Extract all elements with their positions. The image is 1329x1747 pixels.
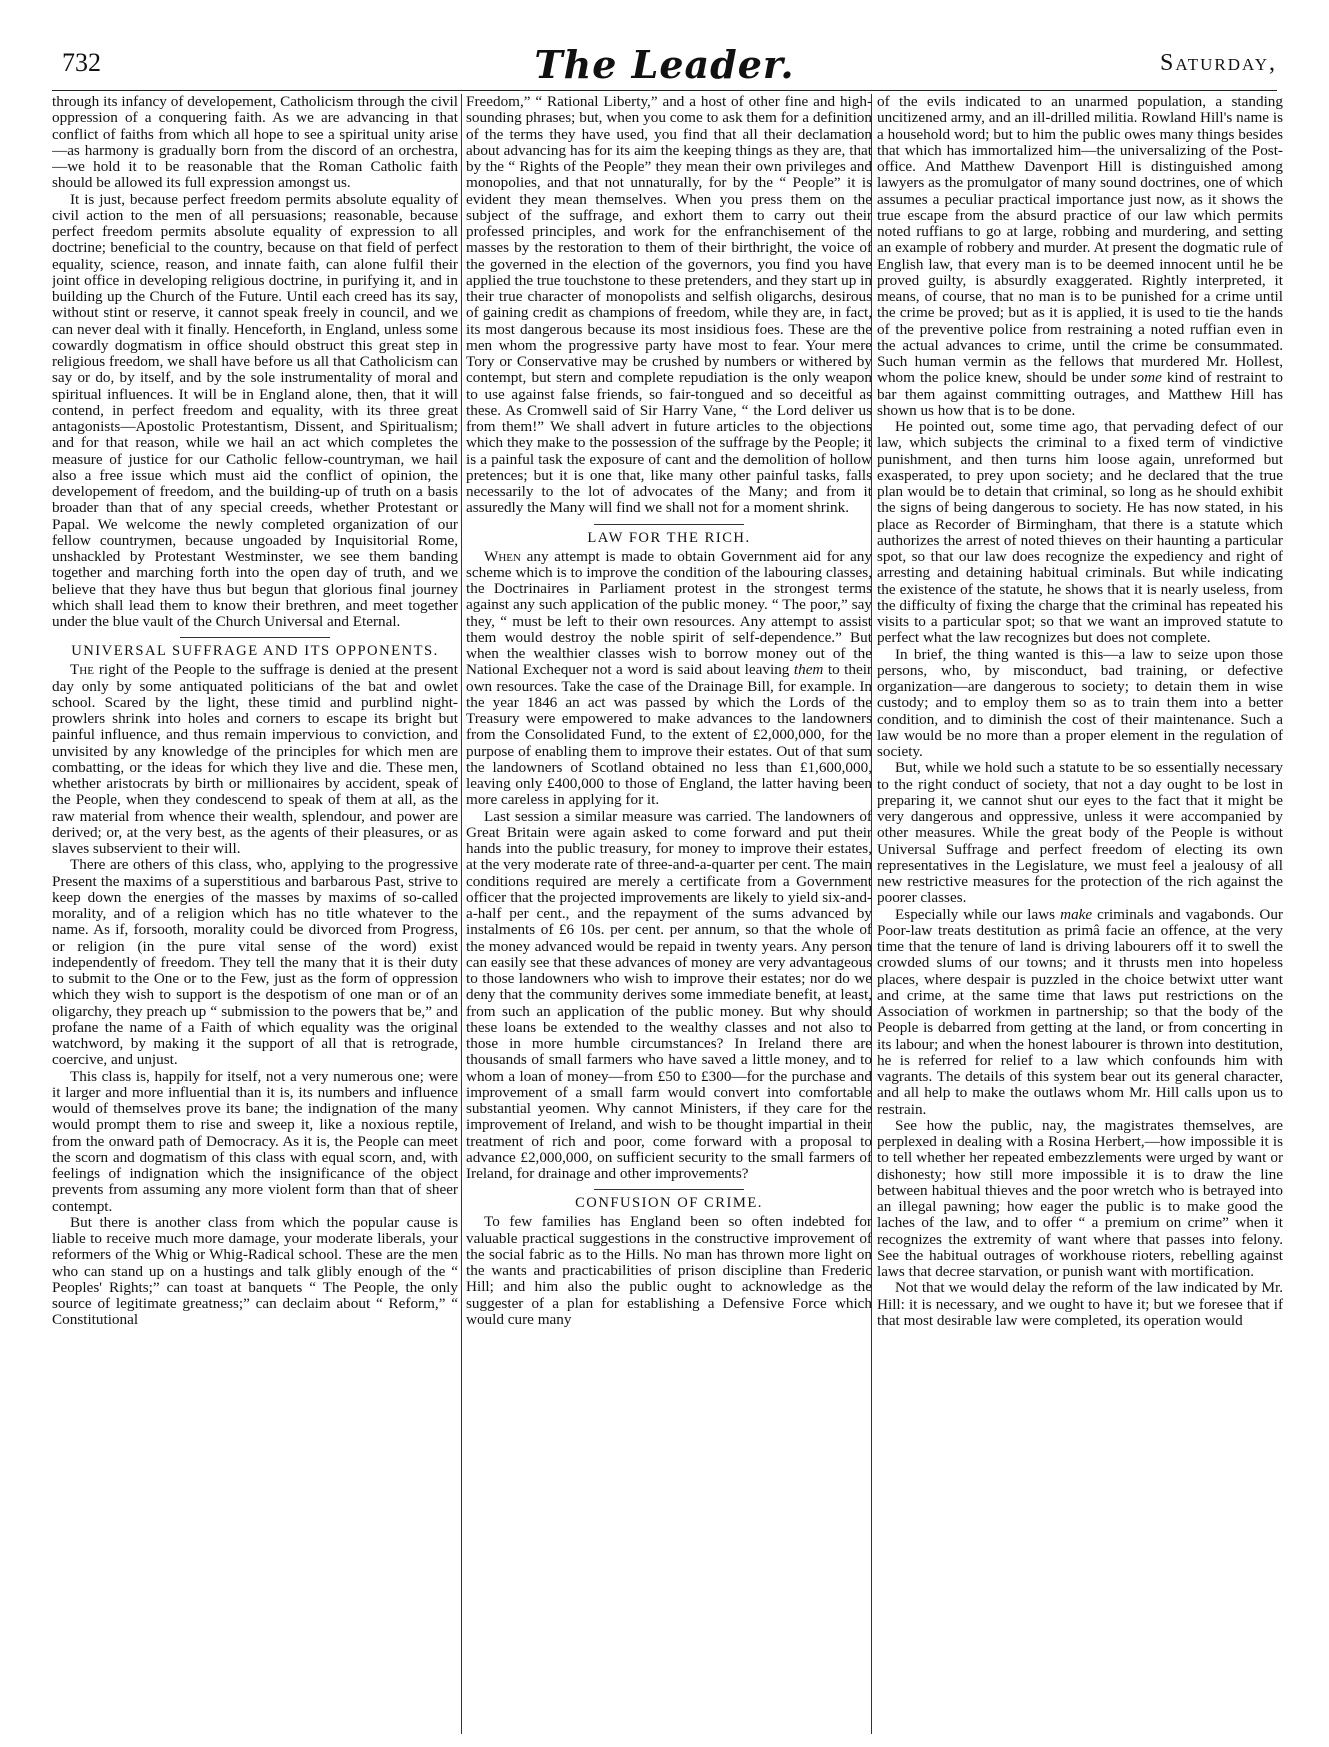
paragraph xyxy=(52,662,458,857)
paragraph: There are others of this class, who, applying to the progressive Present the maxims of a superstitious and barbarous Past, strive to keep down the energies of the masses by maxims of so-called morality, and of a religion which has no title whatever to the name. As if, forsooth, morality could be divorced from Progress, or religion (in the pure vital sense of the word) exist independently of freedom. They tell the many that it is their duty to submit to the One or to the Few, just as the form of oppression which they wish to support is the despotism of one man or of an oligarchy, they preach up “ submission to the powers that be,” and profane the name of a Faith of which equality was the original watchword, by making it the support of all that is retrograde, coercive, and unjust. xyxy=(52,856,458,1069)
emphasis: make xyxy=(1060,905,1093,923)
masthead xyxy=(52,42,1277,90)
column-2 xyxy=(466,94,872,1734)
paragraph-text: Especially while our laws xyxy=(895,905,1061,923)
article-heading: UNIVERSAL SUFFRAGE AND ITS OPPONENTS. xyxy=(71,643,439,660)
paragraph xyxy=(877,907,1283,1118)
paragraph: He pointed out, some time ago, that pervading defect of our law, which subjects the criminal to a fixed term of vindictive punishment, and then turns him loose again, unreformed but exasperated, to prey upon society; and he declared that the true plan would be to detain that criminal, so long as he should exhibit the signs of being dangerous to society. He has now stated, in his place as Recorder of Birmingham, that there is a statute which authorizes the arrest of noted thieves on their haunting a particular spot, so that our law does recognize the expediency and right of arresting and detaining habitual criminals. But while indicating the existence of the statute, he shows that it is nearly useless, from the difficulty of fixing the charge that the criminal has repeated his visits to a particular spot; so that we want an improved statute to perfect what the law recognizes but does not complete. xyxy=(877,418,1283,647)
emphasis: some xyxy=(1130,369,1162,387)
issue-day: Saturday, xyxy=(1159,50,1277,76)
article-separator xyxy=(594,524,744,525)
paragraph: Not that we would delay the reform of the law indicated by Mr. Hill: it is necessary, and we ought to have it; but we foresee that if that most desirable law were completed, its operation would xyxy=(877,1279,1283,1329)
masthead-rule xyxy=(52,90,1277,91)
lead-word: When xyxy=(484,547,521,565)
article-heading: CONFUSION OF CRIME. xyxy=(575,1195,763,1212)
newspaper-title: The Leader. xyxy=(534,42,795,87)
paragraph-text: of the evils indicated to an unarmed population, a standing uncitizened army, and an ill-drilled militia. Rowland Hill's name is a household word; but to him the public owes many things besides that which has immortalized him—the universalizing of the Post-office. And Matthew Davenport Hill is distinguished among lawyers as the promulgator of many sound doctrines, one of which assumes a peculiar practical importance just now, as it shows the true escape from the absurd practice of our law which permits noted ruffians to go at large, robbing and murdering, and setting an example of robbery and murder. At present the dogmatic rule of English law, that every man is to be deemed innocent until he be proved guilty, is absurdly exaggerated. Rightly interpreted, it means, of course, that no man is to be punished for a crime until the crime be proved; but as it is applied, it is used to tie the hands of the preventive police from restraining a noted ruffian even in the actual advances to crime, until the crime be consummated. Such human vermin as the fellows that murdered Mr. Hollest, whom the police knew, should be under xyxy=(877,94,1283,387)
paragraph xyxy=(877,94,1283,419)
paragraph: Last session a similar measure was carried. The landowners of Great Britain were again asked to come forward and put their hands into the public treasury, for money to improve their estates, at the very moderate rate of three-and-a-quarter per cent. The main conditions required are merely a certificate from a Government officer that the projected improvements are likely to yield six-and-a-half per cent., and the repayment of the sums advanced by instalments of £6 10s. per cent. per annum, so that the whole of the money advanced would be repaid in twenty years. Any person can easily see that these advances of money are very advantageous to those landowners who wish to improve their estates; nor do we deny that the community derives some immediate benefit, at least, from such an application of the public money. But why should these loans be extended to the wealthy classes and not also to those in more humble circumstances? In Ireland there are thousands of small farmers who have saved a little money, and to whom a loan of money—from £50 to £300—for the purchase and improvement of a small farm would convert into comfortable substantial yeomen. Why cannot Ministers, if they care for the improvement of Ireland, and wish to be thought impartial in their treatment of rich and poor, come forward with a proposal to advance £2,000,000, on sufficient security to the small farmers of Ireland, for drainage and other improvements? xyxy=(466,807,872,1182)
paragraph-text: kind of restraint to bar them against committing outrages, and Matthew Hill has shown us how that is to be done. xyxy=(877,369,1283,419)
paragraph-text: criminals and vagabonds. Our Poor-law treats destitution as primâ facie an offence, at the very time that the tenure of land is driving labourers off it to swell the crowded slums of our towns; and it thrusts men into hopeless places, where despair is puzzled in the choice betwixt utter want and crime, at the same time that laws put restrictions on the Association of workmen in partnership; so that the body of the People is debarred from getting at the land, or from concerting in its labour; and when the honest labourer is thrown into destitution, he is referred for relief to a law which confounds him with vagrants. The details of this system bear out its general character, and all help to make the outlaws whom Mr. Hill calls upon us to restrain. xyxy=(877,905,1283,1118)
paragraph: This class is, happily for itself, not a very numerous one; were it larger and more influential than it is, its numbers and influence would of themselves prove its bane; the indignation of the many would prompt them to rise and sweep it, like a noxious reptile, from the onward path of Democracy. As it is, the People can meet the scorn and dogmatism of this class with equal scorn, and, with feelings of indignation which the insignificance of the object prevents from assuming any more violent form than that of sheer contempt. xyxy=(52,1067,458,1215)
article-heading: LAW FOR THE RICH. xyxy=(587,529,751,546)
paragraph-text: right of the People to the suffrage is denied at the present day only by some antiquated politicians of the bat and owlet school. Scared by the light, these timid and purblind night-prowlers shrink into holes and corners to escape its bright but painful influence, and thus remain impervious to conviction, and unvisited by any knowledge of the principles for which men are combatting, or the ideas for which they live and die. These men, whether aristocrats by birth or millionaires by accident, speak of the People, when they condescend to speak of them at all, as the raw material from whence their wealth, splendour, and power are derived; or, at the very best, as the agents of their pleasures, or as slaves subservient to their will. xyxy=(52,661,458,857)
emphasis: them xyxy=(793,661,824,679)
lead-word: The xyxy=(70,661,94,679)
paragraph: Freedom,” “ Rational Liberty,” and a host of other fine and high-sounding phrases; but, when you come to ask them for a definition of the terms they have used, you find that all their declamation about advancing has for its aim the keeping things as they are, that by the “ Rights of the People” they mean their own privileges and monopolies, and that not unnaturally, for by the “ People” it is evident they mean themselves. When you press them on the subject of the suffrage, and exhort them to carry out their professed principles, and work for the enfranchisement of the masses by the restoration to them of their birthright, the voice of the governed in the election of the governors, you find you have applied the true touchstone to these pretenders, and they start up in their true character of monopolists and selfish oligarchs, desirous of gaining credit as champions of freedom, while they are, in fact, its most dangerous because its most insidious foes. These are the men whom the progressive party have most to fear. Your mere Tory or Conservative may be crushed by numbers or withered by contempt, but stern and complete repudiation is the only weapon to use against false friends, so fair-tongued and so deceitful as these. As Cromwell said of Sir Harry Vane, “ the Lord deliver us from them!” We shall advert in future articles to the objections which they make to the possession of the suffrage by the People; it is a painful task the exposure of cant and the demolition of hollow pretences; but it is one that, like many other painful tasks, falls necessarily to the lot of advocates of the Many; and from it assuredly the Many will find we shall not for a moment shrink. xyxy=(466,94,872,517)
paragraph: through its infancy of developement, Catholicism through the civil oppression of a conquering faith. As we are advancing in that conflict of faiths from which all hope to see a spiritual unity arise—as harmony is gradually born from the discord of an orchestra,—we hold it to be reasonable that the Roman Catholic faith should be allowed its full expression amongst us. xyxy=(52,94,458,192)
paragraph: But there is another class from which the popular cause is liable to receive much more damage, your moderate liberals, your reformers of the Whig or Whig-Radical school. These are the men who can stand up on a hustings and talk glibly enough of the “ Peoples' Rights;” can toast at banquets “ The People, the only source of legitimate greatness;” can declaim about “ Reform,” “ Constitutional xyxy=(52,1213,458,1329)
article-separator xyxy=(594,1189,744,1190)
page-number: 732 xyxy=(62,48,101,77)
paragraph-text: to their own resources. Take the case of the Drainage Bill, for example. In the year 1846 an act was passed by which the Lords of the Treasury were empowered to make advances to the landowners from the Consolidated Fund, to the extent of £2,000,000, for the purpose of enabling them to improve their estates. Out of that sum the landowners of Scotland obtained no less than £1,600,000, leaving only £400,000 to those of England, the latter having been more careless in applying for it. xyxy=(466,661,872,809)
article-separator xyxy=(180,637,330,638)
column-1 xyxy=(52,94,458,1734)
paragraph: But, while we hold such a statute to be so essentially necessary to the right conduct of society, that not a day ought to be lost in preparing it, we cannot shut our eyes to the fact that it might be very dangerous and oppressive, unless it were accompanied by other measures. While the great body of the People is without Universal Suffrage and perfect freedom of electing its own representatives in the Legislature, we must feel a jealousy of all new restrictive measures for the protection of the rich against the poorer classes. xyxy=(877,759,1283,907)
column-divider xyxy=(461,94,462,1734)
column-3 xyxy=(877,94,1283,1734)
paragraph-text: any attempt is made to obtain Government aid for any scheme which is to improve the condition of the labouring classes, the Doctrinaires in Parliament protest in the strongest terms against any such application of the public money. “ The poor,” say they, “ must be left to their own resources. Any attempt to assist them would destroy the noble spirit of self-dependence.” But when the wealthier classes wish to borrow money out of the National Exchequer not a word is said about leaving xyxy=(466,547,872,679)
paragraph: See how the public, nay, the magistrates themselves, are perplexed in dealing with a Rosina Herbert,—how impossible it is to tell whether her repeated embezzlements were urged by want or dishonesty; how still more impossible it is to draw the line between habitual thieves and the poor wretch who is betrayed into an illegal pawning; how eager the public is to make good the laches of the law, and to offer “ a premium on crime” when it recognizes the extremity of want where that passes into felony. See the habitual outrages of workhouse rioters, rebelling against laws that decree starvation, or punish want with mortification. xyxy=(877,1116,1283,1280)
paragraph: It is just, because perfect freedom permits absolute equality of civil action to the men of all persuasions; reasonable, because perfect freedom permits absolute equality of expression to all doctrine; beneficial to the country, because on that field of perfect equality, science, reason, and innate faith, can alone fulfil their joint office in developing religious doctrine, in purifying it, and in building up the Church of the Future. Until each creed has its say, without stint or reserve, it cannot speak freely in council, and we can never deal with it finally. Henceforth, in England, unless some cowardly dogmatism in office should obstruct this great step in religious freedom, we shall have before us all that Catholicism can say or do, by itself, and by the sole instrumentality of moral and spiritual influences. It will be in England alone, then, that it will contend, in perfect freedom and equality, with its three great antagonists—Apostolic Protestantism, Dissent, and Spiritualism; and for that reason, while we hail an act which completes the measure of justice for our Catholic fellow-countryman, we hail also a free issue which must aid the conflict of opinion, the developement of freedom, and the building-up of truth on a basis broader than that of any special creeds, whether Protestant or Papal. We welcome the newly completed organization of our fellow countrymen, because ungoaded by Inquisitorial Rome, unshackled by Protestant Westminster, we see them banding together and marching forth into the open day of truth, and we believe that they have thus but begun that glorious final journey which shall lead them to know their brethren, and meet together under the blue vault of the Church Universal and Eternal. xyxy=(52,190,458,630)
paragraph: In brief, the thing wanted is this—a law to seize upon those persons, who, by misconduct, bad training, or defective organization—are dangerous to society; to detain them in wise custody; and to employ them so as to train them into a better condition, and to diminish the cost of their maintenance. Such a law would be no more than a proper element in the regulation of society. xyxy=(877,645,1283,760)
paragraph xyxy=(466,549,872,809)
paragraph: To few families has England been so often indebted for valuable practical suggestions in the constructive improvement of the social fabric as to the Hills. No man has thrown more light on the wants and practicabilities of prison discipline than Frederic Hill; and him also the public ought to acknowledge as the suggester of a plan for establishing a Defensive Force which would cure many xyxy=(466,1213,872,1328)
